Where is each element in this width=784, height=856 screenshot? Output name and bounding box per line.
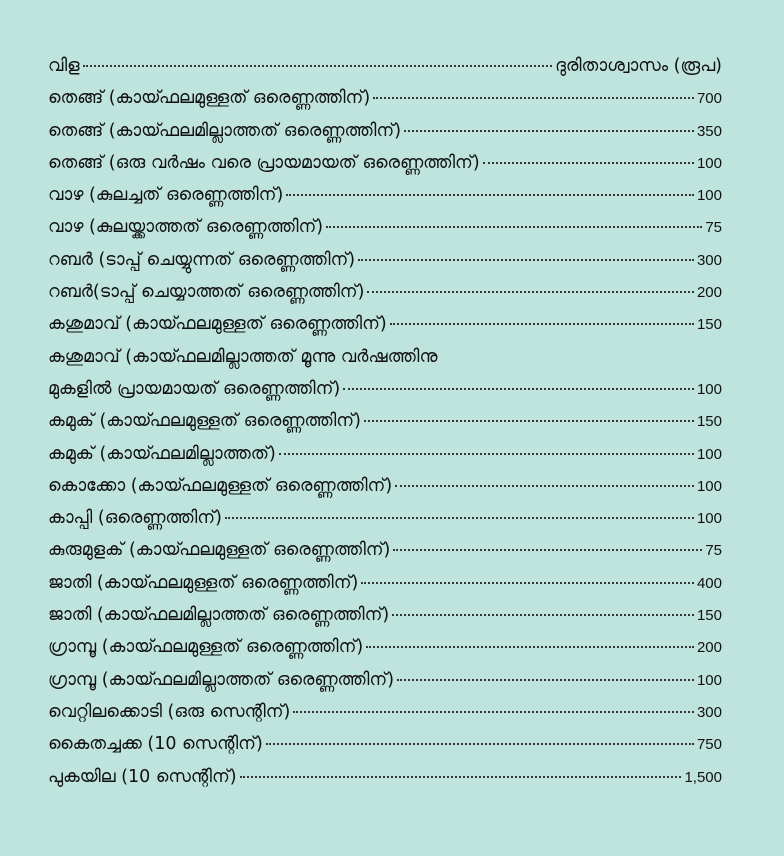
relief-amount: 150	[696, 316, 722, 334]
dot-leader	[483, 162, 694, 164]
header-relief-label: ദുരിതാശ്വാസം (രൂപ)	[555, 56, 722, 76]
crop-label: പുകയില (10 സെന്റിന്)	[48, 766, 237, 787]
dot-leader	[293, 711, 694, 713]
dot-leader	[266, 743, 694, 745]
list-item	[48, 767, 722, 799]
relief-amount: 150	[696, 607, 722, 625]
crop-label: റബർ (ടാപ്പ് ചെയ്യുന്നത് ഒരെണ്ണത്തിന്)	[48, 249, 356, 270]
dot-leader	[358, 259, 694, 261]
dot-leader	[343, 388, 694, 390]
relief-amount: 300	[696, 251, 722, 269]
dot-leader	[395, 485, 694, 487]
list-item	[48, 185, 722, 217]
relief-amount: 400	[696, 574, 722, 592]
dot-leader	[390, 323, 694, 325]
relief-amount: 300	[696, 703, 722, 721]
dot-leader	[361, 582, 694, 584]
dot-leader	[279, 453, 694, 455]
crop-label: കശുമാവ് (കായ്ഫലമില്ലാത്തത് മൂന്നു വർഷത്തിനു	[48, 346, 438, 367]
list-item	[48, 573, 722, 605]
relief-amount: 100	[696, 671, 722, 689]
dot-leader	[397, 679, 694, 681]
list-item	[48, 314, 722, 346]
crop-label: കമുക് (കായ്ഫലമില്ലാത്തത്)	[48, 443, 276, 464]
header-crop-label: വിള	[48, 56, 80, 76]
dot-leader	[404, 130, 694, 132]
list-item	[48, 250, 722, 282]
crop-label: ഗ്രാമ്പൂ (കായ്ഫലമുള്ളത് ഒരെണ്ണത്തിന്)	[48, 637, 364, 658]
crop-label: വാഴ (കുലച്ചത് ഒരെണ്ണത്തിന്)	[48, 185, 284, 206]
relief-amount: 750	[696, 736, 722, 754]
relief-amount: 100	[696, 445, 722, 463]
list-item	[48, 282, 722, 314]
dot-leader	[393, 549, 702, 551]
dot-leader	[367, 291, 694, 293]
relief-amount: 150	[696, 413, 722, 431]
dot-leader	[392, 614, 694, 616]
crop-label: ജാതി (കായ്ഫലമില്ലാത്തത് ഒരെണ്ണത്തിന്)	[48, 605, 390, 626]
dot-leader	[286, 194, 694, 196]
crop-label: തെങ്ങ് (ഒരു വർഷം വരെ പ്രായമായത് ഒരെണ്ണത്തിന്)	[48, 152, 480, 173]
relief-amount: 100	[696, 380, 722, 398]
list-item	[48, 217, 722, 249]
relief-amount: 100	[696, 477, 722, 495]
relief-amount: 350	[696, 122, 722, 140]
dot-leader	[366, 646, 694, 648]
crop-label: വെറ്റിലക്കൊടി (ഒരു സെന്റിന്)	[48, 701, 291, 722]
crop-label: തെങ്ങ് (കായ്ഫലമുള്ളത് ഒരെണ്ണത്തിന്)	[48, 88, 371, 109]
crop-label: കശുമാവ് (കായ്ഫലമുള്ളത് ഒരെണ്ണത്തിന്)	[48, 314, 387, 335]
dot-leader	[326, 226, 702, 228]
crop-label: റബർ(ടാപ്പ് ചെയ്യാത്തത് ഒരെണ്ണത്തിന്)	[48, 282, 365, 303]
list-item	[48, 670, 722, 702]
crop-label: ജാതി (കായ്ഫലമുള്ളത് ഒരെണ്ണത്തിന്)	[48, 572, 359, 593]
list-item	[48, 411, 722, 443]
crop-label: തെങ്ങ് (കായ്ഫലമില്ലാത്തത് ഒരെണ്ണത്തിന്)	[48, 120, 402, 141]
list-item-first-line	[48, 347, 722, 379]
crop-label-continuation: മുകളിൽ പ്രായമായത് ഒരെണ്ണത്തിന്)	[48, 378, 341, 399]
crop-label: കൈതച്ചക്ക (10 സെന്റിന്)	[48, 734, 263, 755]
crop-label: വാഴ (കുലയ്ക്കാത്തത് ഒരെണ്ണത്തിന്)	[48, 217, 324, 238]
relief-amount: 1,500	[684, 768, 722, 786]
dot-leader	[83, 65, 552, 67]
list-item	[48, 153, 722, 185]
dot-leader	[364, 420, 694, 422]
list-item	[48, 702, 722, 734]
dot-leader	[225, 517, 694, 519]
dot-leader	[240, 776, 682, 778]
header-row	[48, 56, 722, 88]
relief-amount: 100	[696, 154, 722, 172]
list-item	[48, 88, 722, 120]
list-item	[48, 637, 722, 669]
relief-amount: 700	[696, 90, 722, 108]
crop-label: കമുക് (കായ്ഫലമുള്ളത് ഒരെണ്ണത്തിന്)	[48, 411, 361, 432]
crop-label: കൊക്കോ (കായ്ഫലമുള്ളത് ഒരെണ്ണത്തിന്)	[48, 475, 393, 496]
dot-leader	[373, 97, 694, 99]
crop-label: ഗ്രാമ്പൂ (കായ്ഫലമില്ലാത്തത് ഒരെണ്ണത്തിന്)	[48, 669, 395, 690]
list-item	[48, 476, 722, 508]
crop-label: കുരുമുളക് (കായ്ഫലമുള്ളത് ഒരെണ്ണത്തിന്)	[48, 540, 391, 561]
relief-amount: 75	[705, 219, 722, 237]
list-item	[48, 605, 722, 637]
crop-label: കാപ്പി (ഒരെണ്ണത്തിന്)	[48, 508, 222, 529]
list-item	[48, 508, 722, 540]
list-item	[48, 540, 722, 572]
list-item	[48, 121, 722, 153]
relief-amount: 75	[705, 542, 722, 560]
list-item	[48, 734, 722, 766]
relief-amount: 100	[696, 510, 722, 528]
relief-amount: 200	[696, 284, 722, 302]
relief-amount: 100	[696, 187, 722, 205]
relief-amount: 200	[696, 639, 722, 657]
list-item	[48, 379, 722, 411]
list-item	[48, 444, 722, 476]
